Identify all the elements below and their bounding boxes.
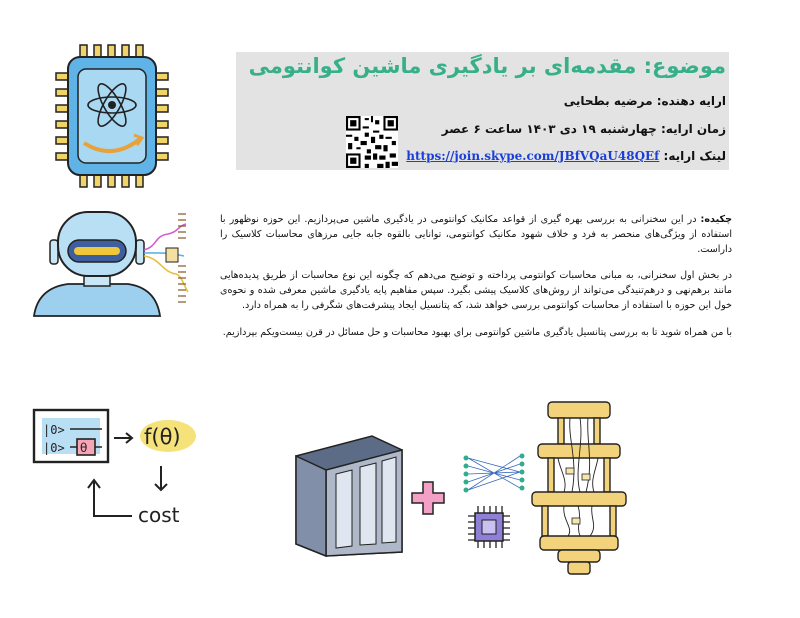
quantum-computer-icon <box>528 400 630 576</box>
abstract-label: چکیده: <box>700 214 732 225</box>
abstract-paragraph-2: در بخش اول سخنرانی، به مبانی محاسبات کوانتومی پرداخته و توضیح می‌دهم که چگونه این نوع محاسبات از طریق پدیده‌هایی مانند برهم‌نهی و درهم‌تنیدگی می‌تواند از روش‌های کلاسیک پیشی بگیرد. سپس مفاهیم پایه یادگیری ماشین معرفی شده و نحوه‌ی خول این حوزه با استفاده از محاسبات کوانتومی بررسی خواهد شد، که پتانسیل ایجاد پیشرفت‌های شگرفی را به همراه دارد. <box>220 270 732 311</box>
ket-1-label: |0> <box>43 423 65 437</box>
abstract <box>220 213 732 353</box>
link-label: لینک ارایه: <box>663 149 726 163</box>
processor-chip-icon <box>466 504 512 550</box>
theta-gate-label: θ <box>80 441 88 455</box>
abstract-paragraph-1 <box>220 213 732 257</box>
link-row <box>406 149 726 163</box>
robot-icon <box>28 206 193 318</box>
quantum-chip-icon <box>54 43 170 189</box>
plus-icon <box>410 480 446 516</box>
qr-code-icon <box>346 116 398 168</box>
abstract-paragraph-3: با من همراه شوید تا به بررسی پتانسیل یادگیری ماشین کوانتومی برای بهبود محاسبات و حل مسائل در قرن بیست‌ویکم بپردازیم. <box>222 326 732 338</box>
neural-network-icon <box>458 450 530 496</box>
presenter: ارایه دهنده: مرضیه بطحایی <box>563 94 726 108</box>
abstract-text-1: در این سخنرانی به بررسی بهره گیری از قواعد مکانیک کوانتومی در یادگیری ماشین می‌پردازیم. این حوزه نوظهور با استفاده از ویژگی‌های منحصر به فرد و خلاف شهود مکانیک کوانتومی، توانایی بالقوه جابه جایی مرزهای محاسبات کلاسیک را داراست. <box>220 214 732 255</box>
supercomputer-icon <box>294 434 406 558</box>
skype-link[interactable]: https://join.skype.com/JBfVQaU48QEf <box>406 149 660 163</box>
ket-2-label: |0> <box>43 441 65 455</box>
variational-circuit-diagram <box>28 404 228 534</box>
cost-label: cost <box>138 503 180 527</box>
presentation-time: زمان ارایه: چهارشنبه ۱۹ دی ۱۴۰۳ ساعت ۶ عصر <box>441 122 726 136</box>
page-title: موضوع: مقدمه‌ای بر یادگیری ماشین کوانتومی <box>248 54 726 78</box>
function-label: f(θ) <box>144 425 181 449</box>
